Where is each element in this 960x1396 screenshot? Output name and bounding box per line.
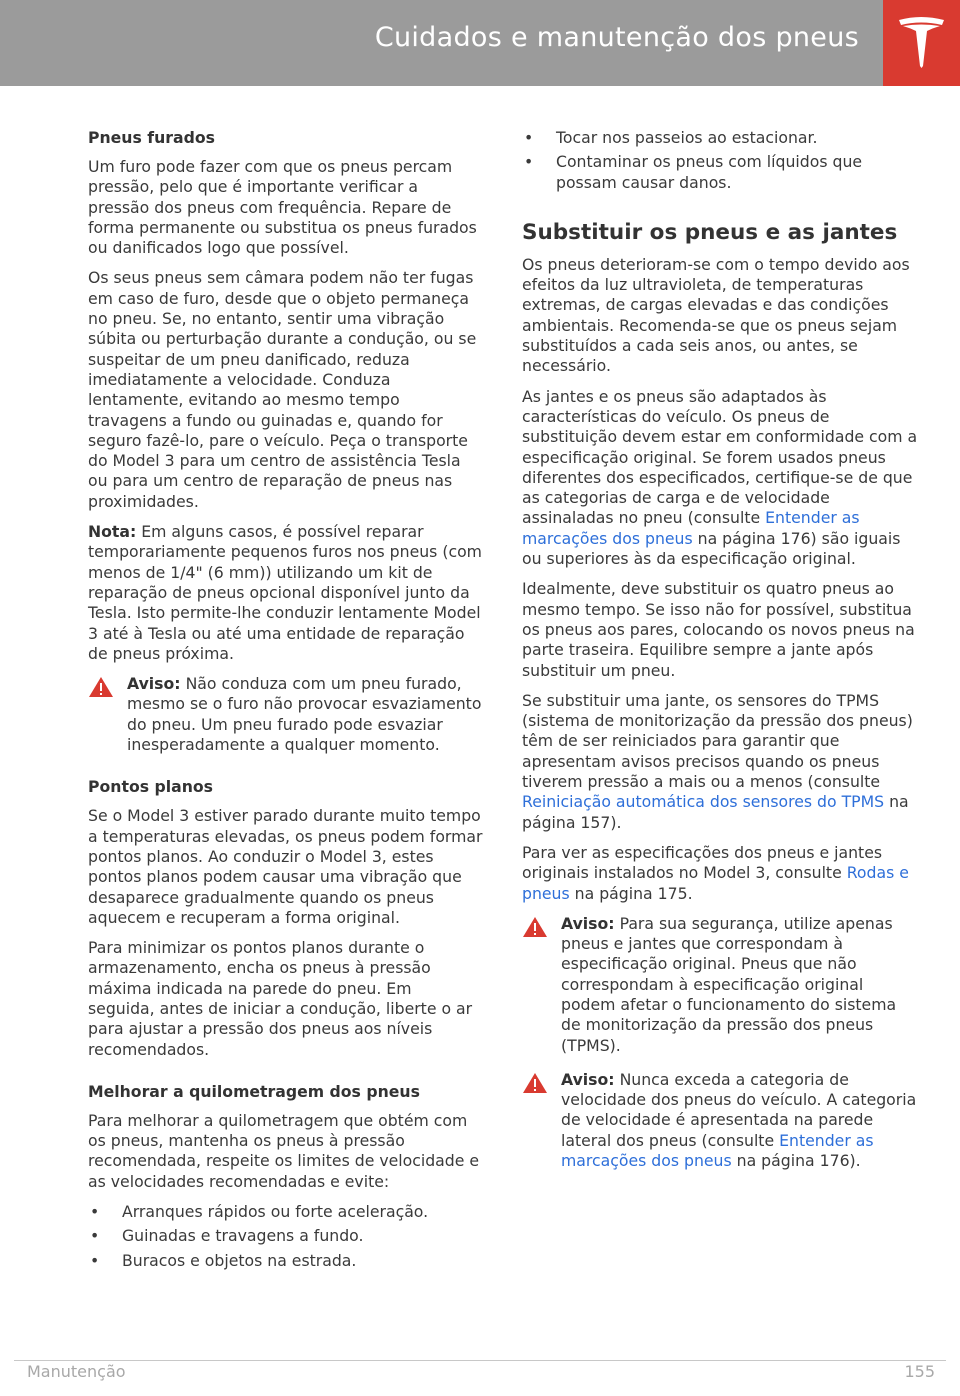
- paragraph: Os seus pneus sem câmara podem não ter fugas em caso de furo, desde que o objeto permaneça no pneu. Se, no entanto, sentir uma vibração súbita ou perturbação durante a condução, ou se suspeitar de um pneu danificado, reduza imediatamente a velocidade. Conduza lentamente, evitando ao mesmo tempo travagens a fundo ou guinadas e, quando for seguro fazê-lo, pare o veículo. Peça o transporte do Model 3 para um centro de assistência Tesla ou para um centro de reparação de pneus nas proximidades.: [88, 268, 477, 511]
- heading-quilometragem: Melhorar a quilometragem dos pneus: [88, 1081, 420, 1101]
- list-item: • Contaminar os pneus com líquidos que possam causar danos.: [522, 152, 920, 193]
- paragraph: Se o Model 3 estiver parado durante muito tempo a temperaturas elevadas, os pneus podem formar pontos planos. Ao conduzir o Model 3, estes pontos planos podem causar uma vibração que desaparece gradualmente quando os pneus aquecem e recuperam a forma original.: [88, 806, 483, 927]
- warning-triangle-icon: [88, 676, 114, 698]
- bullet-list: [88, 1202, 483, 1271]
- warning-box: [522, 1070, 920, 1171]
- text-run: Para ver as especificações dos pneus e jantes originais instalados no Model 3, consulte: [522, 842, 883, 883]
- paragraph: Os pneus deterioram-se com o tempo devido aos efeitos da luz ultravioleta, de temperaturas extremas, de cargas elevadas e das condições ambientais. Recomenda-se que os pneus sejam substituídos a cada seis anos, ou antes, se necessário.: [522, 254, 910, 376]
- footer-divider: [14, 1360, 946, 1361]
- heading-pneus-furados: Pneus furados: [88, 128, 215, 147]
- warning-text: [561, 1070, 920, 1171]
- note-text: Em alguns casos, é possível reparar temporariamente pequenos furos nos pneus (com menos de 1/4" (6 mm)) utilizando um kit de reparação de pneus opcional disponível junto da Tesla. Isto permite-lhe conduzir lentamente Model 3 até à Tesla ou até uma entidade de reparação de pneus próxima.: [88, 522, 482, 663]
- warning-body: Nunca exceda a categoria de velocidade dos pneus do veículo. A categoria de velocidade é apresentada na parede lateral dos pneus (consulte: [561, 1069, 917, 1150]
- warning-label: Aviso:: [561, 1069, 615, 1089]
- warning-text: [561, 914, 920, 1056]
- heading-pontos-planos: Pontos planos: [88, 777, 213, 797]
- warning-label: Aviso:: [127, 674, 181, 694]
- page-title: Cuidados e manutenção dos pneus: [374, 22, 859, 53]
- right-column: [522, 128, 920, 1185]
- link-marcacoes-pneus[interactable]: Entender as marcações dos pneus: [561, 1130, 874, 1171]
- text-run: na página 157).: [522, 792, 909, 832]
- paragraph: Um furo pode fazer com que os pneus percam pressão, pelo que é importante verificar a pressão dos pneus com frequência. Repare de forma permanente ou substitua os pneus furados ou danificados logo que possível.: [88, 157, 477, 258]
- warning-triangle-icon: [522, 1072, 548, 1094]
- paragraph: Para minimizar os pontos planos durante o armazenamento, encha os pneus à pressão máxima indicada na parede do pneu. Em seguida, antes de iniciar a condução, liberte o ar para ajustar a pressão dos pneus aos níveis recomendados.: [88, 938, 473, 1059]
- paragraph: Para melhorar a quilometragem que obtém com os pneus, mantenha os pneus à pressão recomendada, respeite os limites de velocidade e as velocidades recomendadas e evite:: [88, 1110, 480, 1191]
- link-rodas-pneus[interactable]: Rodas e pneus: [522, 863, 909, 903]
- tesla-logo-icon: [897, 16, 946, 68]
- list-item: • Guinadas e travagens a fundo.: [88, 1226, 483, 1246]
- warning-body: Não conduza com um pneu furado, mesmo se o furo não provocar esvaziamento do pneu. Um pneu furado pode esvaziar inesperadamente a qualquer momento.: [127, 674, 482, 755]
- link-marcacoes-pneus[interactable]: Entender as marcações dos pneus: [522, 508, 860, 548]
- paragraph: [522, 691, 920, 833]
- text-run: Se substituir uma jante, os sensores do TPMS (sistema de monitorização da pressão dos pneus) têm de ser reiniciados para garantir que apresentam avisos precisos quando os pneus tiverem pressão a mais ou a menos (consulte: [522, 690, 913, 792]
- list-item: • Tocar nos passeios ao estacionar.: [522, 128, 920, 148]
- list-item: • Arranques rápidos ou forte aceleração.: [88, 1202, 483, 1222]
- list-item: • Buracos e objetos na estrada.: [88, 1251, 483, 1271]
- note-paragraph: [88, 522, 483, 664]
- heading-substituir: Substituir os pneus e as jantes: [522, 219, 898, 245]
- warning-label: Aviso:: [561, 913, 615, 933]
- warning-body: na página 176).: [731, 1151, 861, 1171]
- page-header: [0, 0, 883, 86]
- text-run: na página 176) são iguais ou superiores às da especificação original.: [522, 528, 901, 569]
- warning-body: Para sua segurança, utilize apenas pneus e jantes que correspondam à especificação original. Pneus que não correspondam à especificação original podem afetar o funcionamento do sistema de monitorização da pressão dos pneus (TPMS).: [561, 913, 897, 1055]
- text-run: na página 175.: [569, 883, 693, 903]
- text-run: As jantes e os pneus são adaptados às características do veículo. Os pneus de substituição devem estar em conformidade com a especificação original. Se forem usados pneus diferentes dos especificados, certifique-se de que as categorias de carga e de velocidade assinaladas no pneu (consulte: [522, 386, 918, 528]
- footer-section: Manutenção: [27, 1362, 126, 1381]
- note-label: Nota:: [88, 522, 137, 542]
- left-column: [88, 128, 483, 1281]
- paragraph: [522, 843, 920, 904]
- paragraph: [522, 387, 920, 570]
- paragraph: Idealmente, deve substituir os quatro pneus ao mesmo tempo. Se isso não for possível, substitua os pneus aos pares, colocando os novos pneus na parte traseira. Equilibre sempre a jante após substituir um pneu.: [522, 579, 915, 680]
- page-number: 155: [904, 1362, 935, 1381]
- link-reiniciacao-tpms[interactable]: Reiniciação automática dos sensores do TPMS: [522, 792, 885, 812]
- brand-logo-box: [883, 0, 960, 86]
- bullet-list: [522, 128, 920, 193]
- warning-text: [127, 674, 483, 755]
- warning-box: [88, 674, 483, 755]
- warning-box: [522, 914, 920, 1056]
- warning-triangle-icon: [522, 916, 548, 938]
